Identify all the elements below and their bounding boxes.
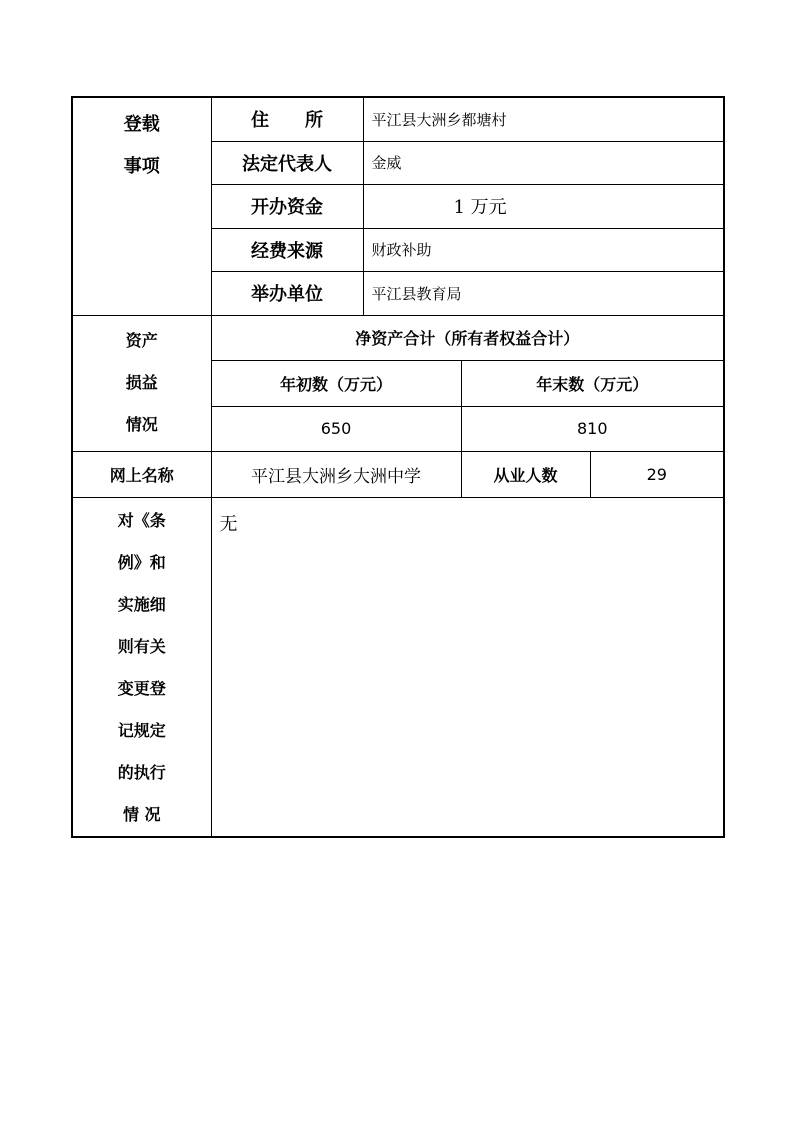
- funding-source-value: 财政补助: [363, 228, 724, 271]
- registration-section-label-line2: 事项: [123, 156, 160, 177]
- compliance-label-line2: 例》和: [117, 552, 166, 572]
- assets-section-label-line3: 情况: [125, 415, 158, 434]
- address-label: 住 所: [211, 97, 363, 141]
- assets-section-label-line2: 损益: [125, 373, 158, 392]
- compliance-label-line8: 情 况: [122, 804, 161, 824]
- online-name-value: 平江县大洲乡大洲中学: [211, 451, 461, 497]
- sponsor-value: 平江县教育局: [363, 271, 724, 315]
- compliance-label-line6: 记规定: [117, 720, 166, 740]
- compliance-content: 无: [211, 497, 724, 837]
- compliance-label-line5: 变更登: [117, 678, 166, 698]
- compliance-label: [72, 497, 211, 837]
- staff-count-value: 29: [590, 451, 724, 497]
- start-of-year-value: 650: [211, 406, 461, 451]
- sponsor-label: 举办单位: [211, 271, 363, 315]
- registration-table: [71, 96, 725, 838]
- compliance-label-line7: 的执行: [117, 762, 166, 782]
- capital-label: 开办资金: [211, 184, 363, 228]
- registration-section-label-line1: 登载: [123, 114, 160, 135]
- assets-section-label: [72, 315, 211, 451]
- legal-rep-label: 法定代表人: [211, 141, 363, 184]
- compliance-label-line3: 实施细: [117, 594, 166, 614]
- legal-rep-value: 金威: [363, 141, 724, 184]
- end-of-year-label: 年末数（万元）: [461, 360, 724, 406]
- compliance-label-line4: 则有关: [117, 636, 166, 656]
- end-of-year-value: 810: [461, 406, 724, 451]
- online-name-label: 网上名称: [72, 451, 211, 497]
- staff-count-label: 从业人数: [461, 451, 590, 497]
- net-assets-header: 净资产合计（所有者权益合计）: [211, 315, 724, 360]
- capital-value: 1 万元: [363, 184, 724, 228]
- address-value: 平江县大洲乡都塘村: [363, 97, 724, 141]
- start-of-year-label: 年初数（万元）: [211, 360, 461, 406]
- registration-section-label: [72, 97, 211, 315]
- compliance-label-line1: 对《条: [117, 510, 166, 530]
- assets-section-label-line1: 资产: [125, 331, 158, 350]
- funding-source-label: 经费来源: [211, 228, 363, 271]
